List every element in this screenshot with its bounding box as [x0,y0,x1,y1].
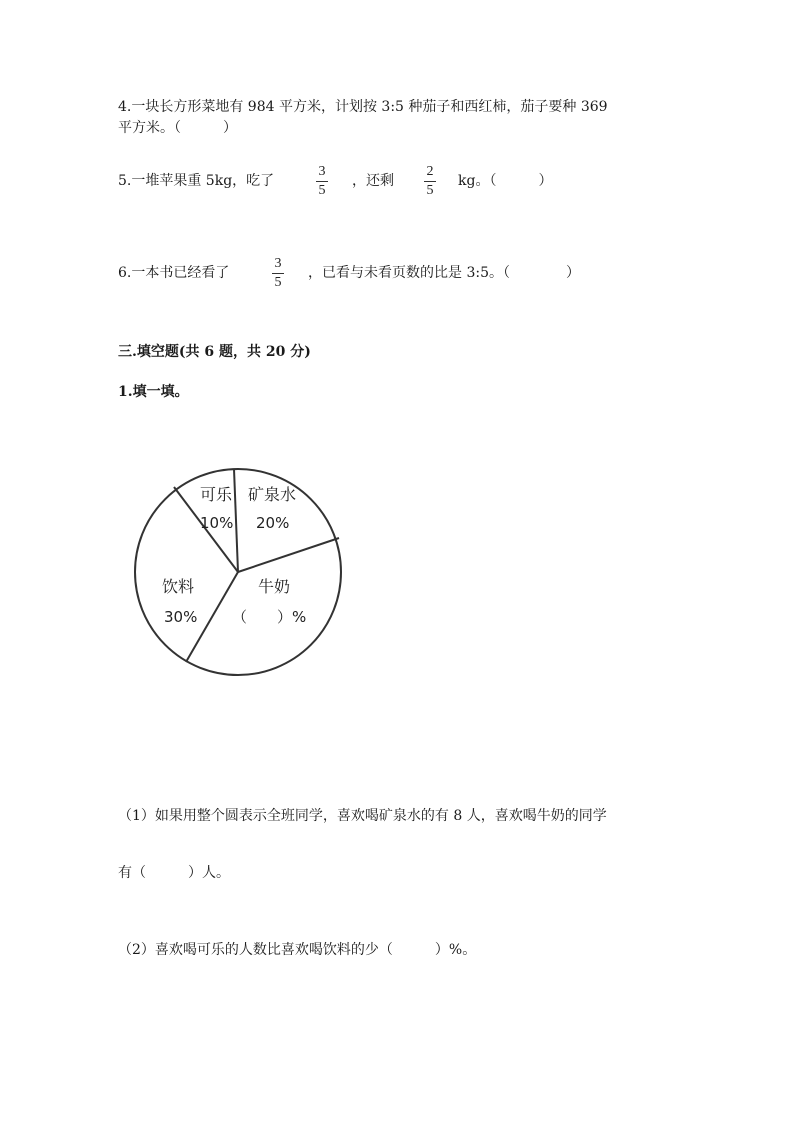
slice-value-milk: （ ）% [232,608,307,626]
fraction-bar [316,181,328,182]
fraction-numerator: 2 [426,164,434,179]
q5-fraction-eaten [314,164,330,199]
slice-label-milk: 牛奶 [258,577,291,596]
slice-label-drinks: 饮料 [162,577,195,596]
q6-text-start: 6.一本书已经看了 [118,265,230,281]
q5-fraction-remaining [422,164,438,199]
slice-value-cola: 10% [200,514,234,532]
section-title: 三.填空题(共 6 题，共 20 分) [118,344,311,360]
q6-fraction-read [270,256,286,291]
pie-chart [128,460,348,680]
q6-text-end: ，已看与未看页数的比是 3:5。（ ） [308,265,580,281]
slice-label-water: 矿泉水 [248,485,297,504]
q5-text-end: kg。（ ） [458,173,553,189]
fraction-denominator: 5 [274,275,282,290]
q4-line2: 平方米。（ ） [118,120,237,136]
subquestion-1-line1: （1）如果用整个圆表示全班同学，喜欢喝矿泉水的有 8 人，喜欢喝牛奶的同学 [118,808,607,824]
fraction-numerator: 3 [274,256,282,271]
q5-text-start: 5.一堆苹果重 5kg，吃了 [118,173,275,189]
slice-value-water: 20% [256,514,290,532]
fraction-denominator: 5 [318,183,326,198]
subquestion-2: （2）喜欢喝可乐的人数比喜欢喝饮料的少（ ）%。 [118,942,477,958]
fraction-bar [424,181,436,182]
slice-label-cola: 可乐 [200,485,233,504]
q5-text-middle: ，还剩 [352,173,394,189]
fraction-denominator: 5 [426,183,434,198]
fraction-bar [272,273,284,274]
subquestion-1-line2: 有（ ）人。 [118,865,230,881]
fraction-numerator: 3 [318,164,326,179]
question-1-title: 1.填一填。 [118,384,189,400]
slice-value-drinks: 30% [164,608,198,626]
q4-line1: 4.一块长方形菜地有 984 平方米，计划按 3:5 种茄子和西红柿，茄子要种 369 [118,99,608,115]
